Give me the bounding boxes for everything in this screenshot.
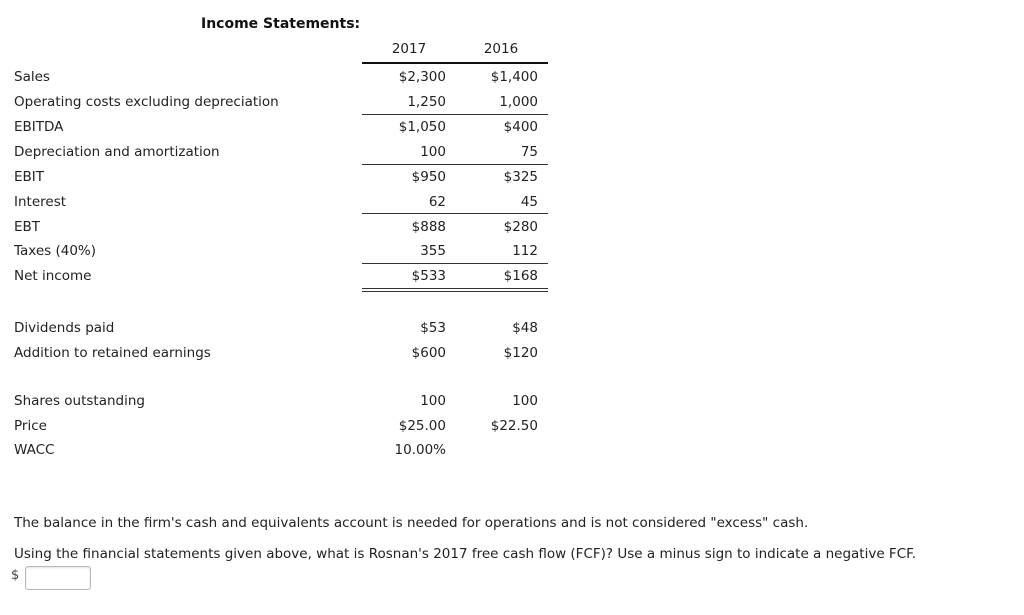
price-2017: $25.00 <box>398 418 446 434</box>
operating-costs-2016: 1,000 <box>499 94 538 110</box>
interest-2016: 45 <box>520 194 538 210</box>
row-label-ebitda: EBITDA <box>14 119 64 135</box>
sales-2016: $1,400 <box>490 69 538 85</box>
column-header-2016: 2016 <box>483 41 519 57</box>
taxes-2016: 112 <box>512 243 538 259</box>
total-double-line-top <box>362 288 548 289</box>
row-label-dividends-paid: Dividends paid <box>14 320 115 336</box>
row-label-ebt: EBT <box>14 219 41 235</box>
row-label-shares-outstanding: Shares outstanding <box>14 393 145 409</box>
row-label-retained-earnings: Addition to retained earnings <box>14 345 211 361</box>
column-header-2017: 2017 <box>391 41 427 57</box>
row-label-operating-costs: Operating costs excluding depreciation <box>14 94 279 110</box>
row-label-ebit: EBIT <box>14 169 45 185</box>
page-title: Income Statements: <box>201 16 361 32</box>
taxes-2017: 355 <box>420 243 446 259</box>
cash-note: The balance in the firm's cash and equivalents account is needed for operations and is not considered "excess" cash. <box>14 515 809 531</box>
fcf-answer-input[interactable] <box>25 566 91 590</box>
ebitda-2016: $400 <box>503 119 538 135</box>
ebt-2016: $280 <box>503 219 538 235</box>
header-underline <box>362 62 548 64</box>
net-income-2016: $168 <box>503 268 538 284</box>
ebt-2017: $888 <box>411 219 446 235</box>
depreciation-2017: 100 <box>420 144 446 160</box>
ebitda-2017: $1,050 <box>398 119 446 135</box>
subtotal-line <box>362 164 548 165</box>
row-label-wacc: WACC <box>14 442 55 458</box>
row-label-price: Price <box>14 418 47 434</box>
retained-earnings-2016: $120 <box>503 345 538 361</box>
shares-outstanding-2016: 100 <box>512 393 538 409</box>
row-label-net-income: Net income <box>14 268 92 284</box>
ebit-2016: $325 <box>503 169 538 185</box>
wacc-2017: 10.00% <box>394 442 446 458</box>
dividends-paid-2016: $48 <box>512 320 538 336</box>
total-double-line-bottom <box>362 291 548 292</box>
row-label-taxes: Taxes (40%) <box>14 243 97 259</box>
subtotal-line <box>362 114 548 115</box>
shares-outstanding-2017: 100 <box>420 393 446 409</box>
row-label-interest: Interest <box>14 194 67 210</box>
ebit-2017: $950 <box>411 169 446 185</box>
subtotal-line <box>362 263 548 264</box>
row-label-depreciation: Depreciation and amortization <box>14 144 220 160</box>
depreciation-2016: 75 <box>520 144 538 160</box>
operating-costs-2017: 1,250 <box>407 94 446 110</box>
sales-2017: $2,300 <box>398 69 446 85</box>
interest-2017: 62 <box>428 194 446 210</box>
dollar-sign: $ <box>11 568 20 583</box>
subtotal-line <box>362 213 548 214</box>
dividends-paid-2017: $53 <box>420 320 446 336</box>
row-label-sales: Sales <box>14 69 50 85</box>
retained-earnings-2017: $600 <box>411 345 446 361</box>
net-income-2017: $533 <box>411 268 446 284</box>
price-2016: $22.50 <box>490 418 538 434</box>
question-text: Using the financial statements given above, what is Rosnan's 2017 free cash flow (FCF)? Use a minus sign to indicate a negative FCF. <box>14 546 917 562</box>
